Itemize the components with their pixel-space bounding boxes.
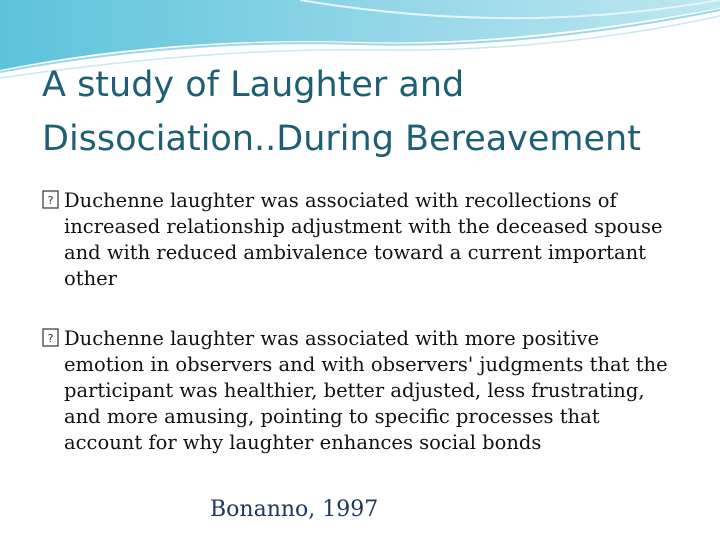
citation: Bonanno, 1997 xyxy=(210,497,379,522)
slide-title: A study of Laughter and Dissociation..During Bereavement xyxy=(42,65,641,159)
bullet-text: Duchenne laughter was associated with more positive emotion in observers and with observers' judgments that the participant was healthier, better adjusted, less frustrating, and more amusing, pointing to specific processes that account for why laughter enhances social bonds xyxy=(64,327,668,454)
bullet-item xyxy=(42,188,682,292)
bullet-text: Duchenne laughter was associated with recollections of increased relationship adjustment with the deceased spouse and with reduced ambivalence toward a current important other xyxy=(64,189,663,290)
missing-glyph-bullet-icon xyxy=(42,189,60,209)
missing-glyph-bullet-icon xyxy=(42,327,60,347)
svg-text:?: ? xyxy=(47,194,54,207)
slide-body xyxy=(42,188,682,490)
bullet-item xyxy=(42,326,682,456)
svg-text:?: ? xyxy=(47,332,54,345)
